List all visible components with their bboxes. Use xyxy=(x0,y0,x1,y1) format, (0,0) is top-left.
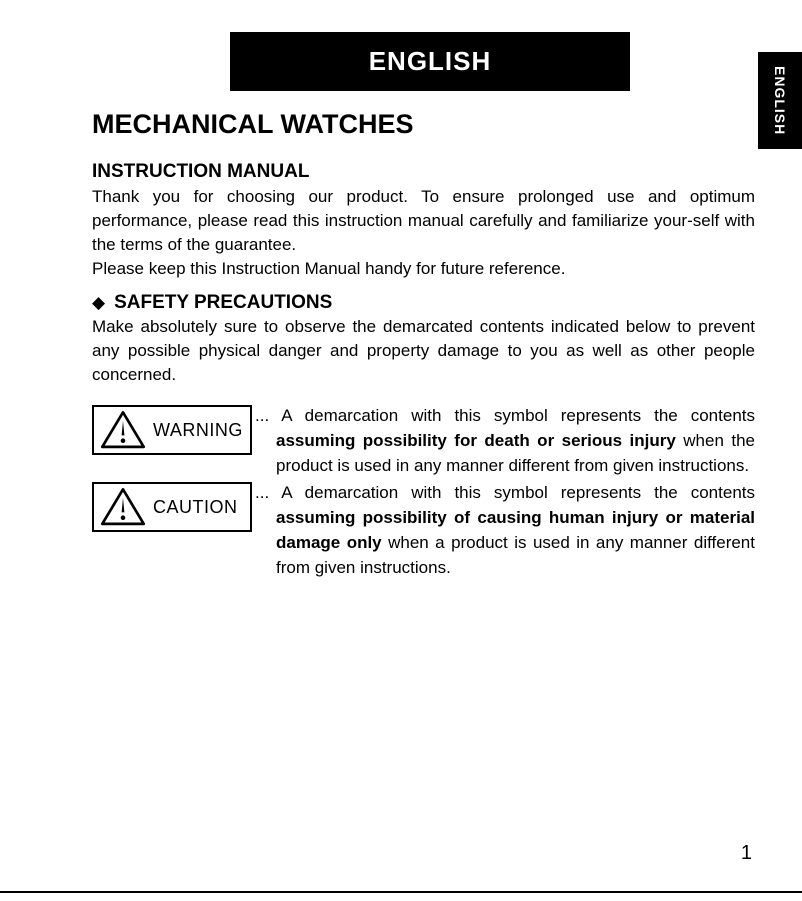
warning-text-bold: assuming possibility for death or serious injury xyxy=(276,431,676,450)
warning-text-before: A demarcation with this symbol represents the contents xyxy=(281,406,755,425)
language-side-tab-label: ENGLISH xyxy=(772,65,788,136)
main-content xyxy=(92,108,755,582)
caution-text-bold: assuming possibility of causing human injury or material damage only xyxy=(276,508,755,552)
safety-precautions-heading-label: SAFETY PRECAUTIONS xyxy=(114,292,333,313)
language-side-tab xyxy=(758,52,802,149)
warning-triangle-icon xyxy=(100,409,146,451)
caution-text xyxy=(252,480,755,580)
page-number: 1 xyxy=(740,842,752,864)
safety-intro-paragraph: Make absolutely sure to observe the demarcated contents indicated below to prevent any possible physical danger and property damage to you as well as other people concerned. xyxy=(92,317,755,384)
warning-label: WARNING xyxy=(153,419,243,440)
caution-text-before: A demarcation with this symbol represents the contents xyxy=(281,483,755,502)
page-title: MECHANICAL WATCHES xyxy=(92,109,414,139)
diamond-bullet-icon: ◆ xyxy=(92,293,106,312)
caution-text-prefix: ... xyxy=(255,483,270,502)
caution-row xyxy=(92,480,755,580)
safety-precautions-heading xyxy=(92,291,755,315)
warning-text-prefix: ... xyxy=(255,406,270,425)
footer-divider xyxy=(0,891,802,893)
intro-paragraph: Thank you for choosing our product. To ensure prolonged use and optimum performance, please read this instruction manual carefully and familiarize your-self with the terms of the guarantee. xyxy=(92,187,755,254)
caution-label: CAUTION xyxy=(153,496,238,517)
language-banner xyxy=(230,32,630,91)
warning-row xyxy=(92,403,755,478)
instruction-manual-heading: INSTRUCTION MANUAL xyxy=(92,161,310,182)
caution-triangle-icon xyxy=(100,486,146,528)
caution-text-after: when a product is used in any manner different from given instructions. xyxy=(276,533,755,577)
keep-handy-paragraph: Please keep this Instruction Manual handy for future reference. xyxy=(92,259,566,278)
caution-box xyxy=(92,482,252,532)
language-banner-label: ENGLISH xyxy=(368,46,492,76)
warning-text-after: when the product is used in any manner different from given instructions. xyxy=(276,431,755,475)
warning-box xyxy=(92,405,252,455)
warning-text xyxy=(252,403,755,478)
